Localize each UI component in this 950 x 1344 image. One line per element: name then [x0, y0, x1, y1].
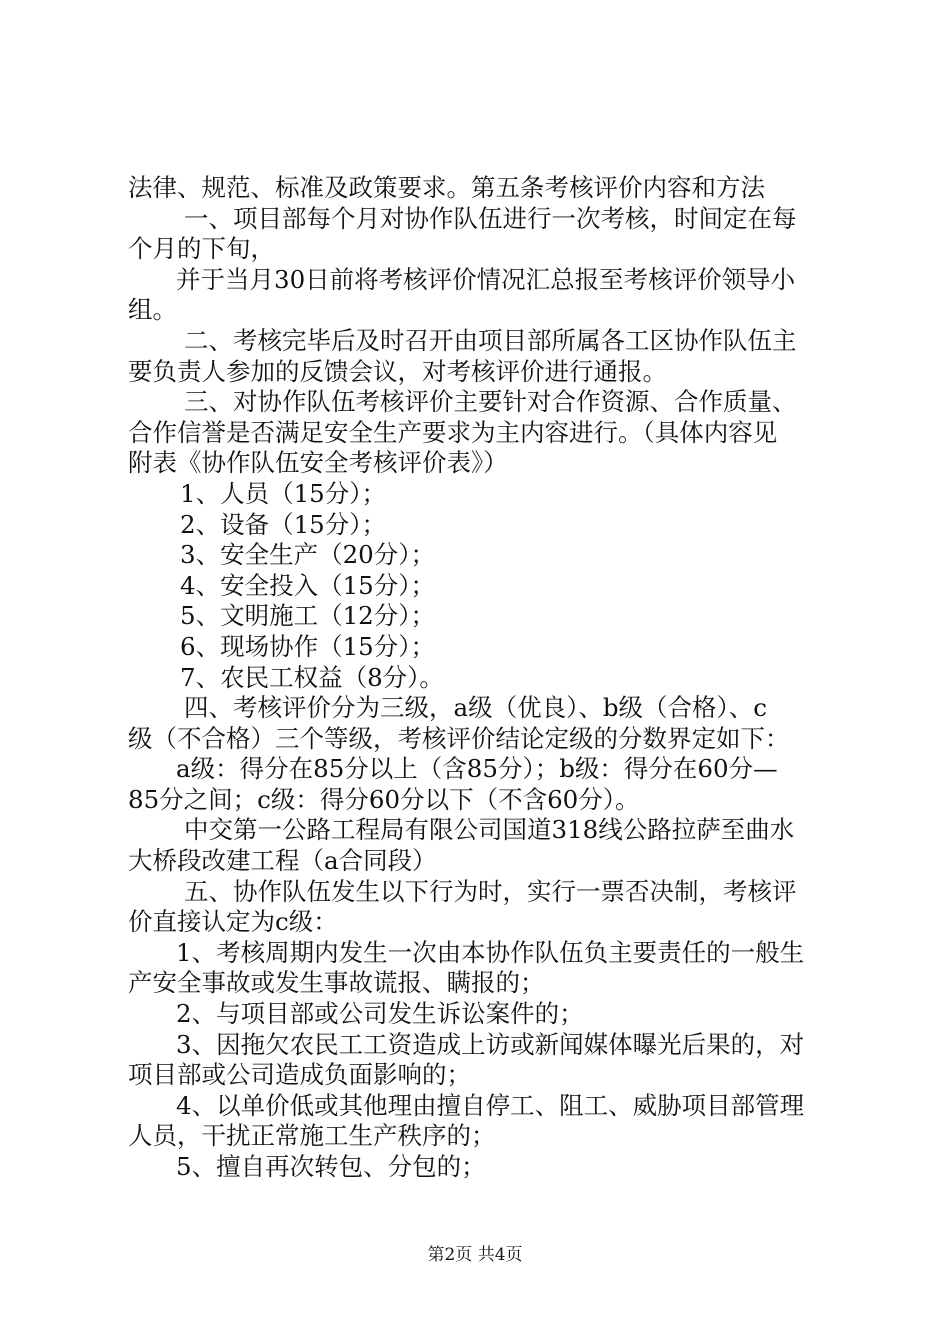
- text-line: 产安全事故或发生事故谎报、瞒报的；: [128, 968, 545, 998]
- text-line: 人员，干扰正常施工生产秩序的；: [128, 1121, 496, 1151]
- list-item: 4、以单价低或其他理由擅自停工、阻工、威胁项目部管理: [176, 1090, 805, 1120]
- text-line: 四、考核评价分为三级，a级（优良）、b级（合格）、c: [184, 693, 768, 723]
- text-line: 组。: [128, 295, 177, 325]
- list-item: 5、文明施工（12分）；: [180, 601, 436, 631]
- text-line: 价直接认定为c级：: [128, 907, 338, 937]
- text-line: 并于当月30日前将考核评价情况汇总报至考核评价领导小: [176, 264, 796, 294]
- text-line: 中交第一公路工程局有限公司国道318线公路拉萨至曲水: [184, 815, 795, 845]
- list-item: 2、设备（15分）；: [180, 509, 387, 539]
- text-line: 级（不合格）三个等级，考核评价结论定级的分数界定如下：: [128, 723, 790, 753]
- text-line: a级：得分在85分以上（含85分）；b级：得分在60分—: [176, 754, 778, 784]
- list-item: 6、现场协作（15分）；: [180, 631, 436, 661]
- page-number-footer: 第2页 共4页: [427, 1245, 523, 1265]
- text-line: 要负责人参加的反馈会议，对考核评价进行通报。: [128, 356, 667, 386]
- text-line: 项目部或公司造成负面影响的；: [128, 1060, 471, 1090]
- text-line: 一、项目部每个月对协作队伍进行一次考核，时间定在每: [184, 203, 797, 233]
- text-line: 三、对协作队伍考核评价主要针对合作资源、合作质量、: [184, 387, 797, 417]
- list-item: 3、因拖欠农民工工资造成上访或新闻媒体曝光后果的，对: [176, 1029, 805, 1059]
- text-line: 二、考核完毕后及时召开由项目部所属各工区协作队伍主: [184, 325, 797, 355]
- list-item: 4、安全投入（15分）；: [180, 570, 436, 600]
- text-line: 五、协作队伍发生以下行为时，实行一票否决制，考核评: [184, 876, 797, 906]
- list-item: 7、农民工权益（8分）。: [180, 662, 444, 692]
- text-line: 附表《协作队伍安全考核评价表》）: [128, 448, 508, 478]
- list-item: 3、安全生产（20分）；: [180, 540, 436, 570]
- text-line: 合作信誉是否满足安全生产要求为主内容进行。（具体内容见: [128, 417, 778, 447]
- list-item: 1、人员（15分）；: [180, 478, 387, 508]
- text-line: 法律、规范、标准及政策要求。第五条考核评价内容和方法: [128, 173, 765, 202]
- text-line: 85分之间；c级：得分60分以下（不含60分）。: [128, 784, 640, 814]
- list-item: 1、考核周期内发生一次由本协作队伍负主要责任的一般生: [176, 937, 805, 967]
- list-item: 2、与项目部或公司发生诉讼案件的；: [176, 999, 584, 1029]
- document-body: [128, 173, 828, 1183]
- list-item: 5、擅自再次转包、分包的；: [176, 1152, 486, 1181]
- text-line: 大桥段改建工程（a合同段）: [128, 846, 437, 876]
- text-line: 个月的下旬，: [128, 234, 275, 264]
